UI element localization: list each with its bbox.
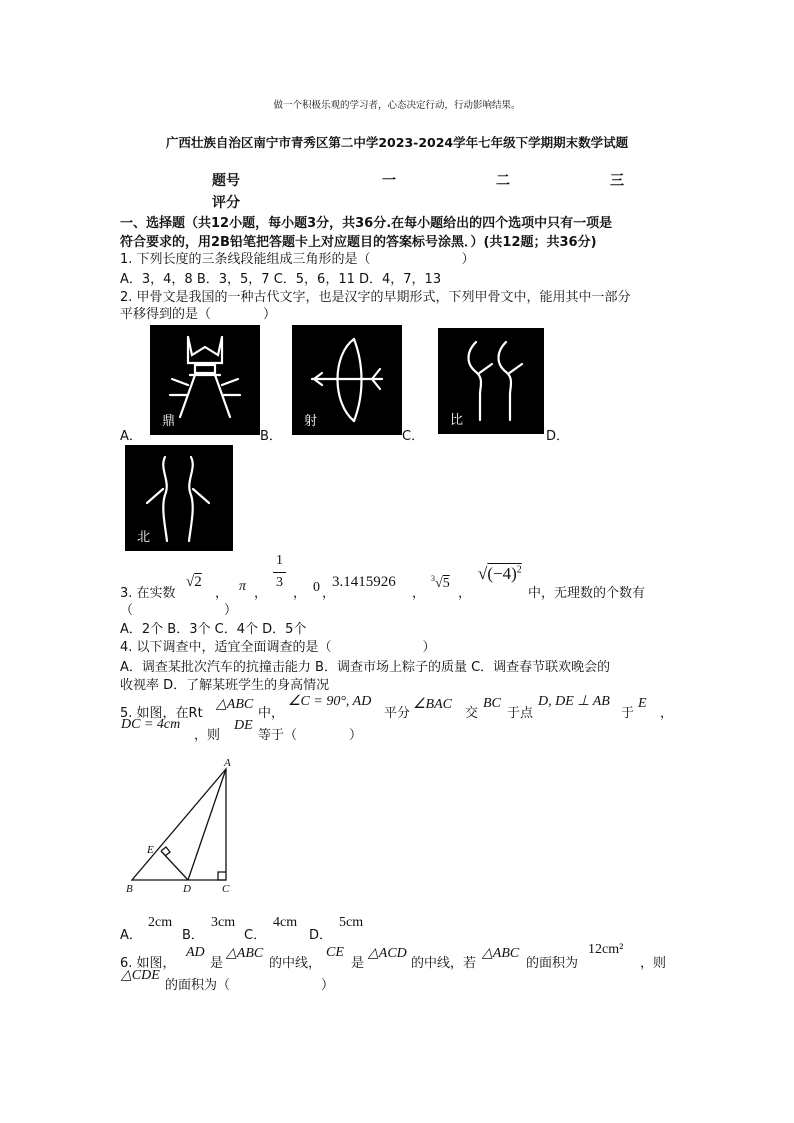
glyph-label-bi: 比 — [450, 413, 464, 428]
q5-triangle-abc: △ABC — [216, 697, 254, 712]
q6-part-4: 是 — [351, 956, 365, 971]
oracle-ding-image — [150, 325, 260, 435]
q3-decimal: 3.1415926 — [332, 574, 396, 590]
motto: 做一个积极乐观的学习者，心态决定行动，行动影响结果。 — [273, 100, 521, 111]
oracle-bei-image — [125, 445, 233, 551]
q5-dc-length: DC = 4cm — [121, 717, 181, 732]
q6-segment-ad: AD — [186, 945, 205, 960]
q3-suffix: 中，无理数的个数有 — [528, 586, 646, 601]
q1-stem: 1. 下列长度的三条线段能组成三角形的是（ ） — [120, 252, 475, 267]
q6-part-8: 的面积为（ ） — [165, 978, 335, 993]
q5-point-e: E — [638, 696, 647, 711]
q6-area-value: 12cm² — [588, 942, 624, 957]
q5-part-1: 5. 如图，在Rt — [120, 706, 203, 721]
q3-sep-5: ， — [412, 586, 426, 601]
exam-title: 广西壮族自治区南宁市青秀区第二中学2023-2024学年七年级下学期期末数学试题 — [165, 135, 629, 150]
q5-option-b-value: 3cm — [211, 915, 236, 930]
q6-triangle-abc: △ABC — [226, 946, 264, 961]
q6-triangle-cde: △CDE — [121, 968, 160, 983]
q6-segment-ce: CE — [326, 945, 344, 960]
q3-sep-2: ， — [254, 586, 268, 601]
q3-options: A．2个 B．3个 C．4个 D．5个 — [120, 622, 307, 637]
q5-option-c-letter: C． — [244, 928, 267, 943]
section1-line1: 一、选择题（共12小题，每小题3分，共36分.在每小题给出的四个选项中只有一项是 — [120, 216, 613, 231]
q5-segment-bc: BC — [483, 696, 501, 711]
q6-part-6: 的面积为 — [526, 956, 579, 971]
score-table-col-3: 三 — [610, 173, 624, 189]
q3-sqrt-square-exponent: 2 — [516, 564, 522, 576]
score-table-row2-label: 评分 — [212, 195, 240, 211]
glyph-label-she: 射 — [304, 414, 318, 429]
q6-part-2: 是 — [210, 956, 224, 971]
q4-stem: 4. 以下调查中，适宜全面调查的是（ ） — [120, 640, 436, 655]
q5-label-c: C — [222, 883, 230, 895]
q3-cbrt-radicand: 5 — [442, 576, 450, 591]
score-table-col-2: 二 — [496, 173, 510, 189]
q3-sqrt-square-radicand — [487, 564, 521, 583]
q6-triangle-acd: △ACD — [368, 946, 407, 961]
q2-option-b: B． — [260, 429, 282, 444]
q3-sep-1: ， — [215, 586, 229, 601]
q3-sep-4: ， — [322, 586, 336, 601]
q6-triangle-abc-2: △ABC — [482, 946, 520, 961]
q5-segment-de: DE — [234, 718, 253, 733]
q3-cbrt: √5 — [435, 576, 450, 591]
q6-part-3: 的中线， — [269, 956, 322, 971]
q5-label-d: D — [183, 883, 191, 895]
q2-stem-line2: 平移得到的是（ ） — [120, 307, 277, 322]
q2-option-c: C． — [402, 429, 425, 444]
q5-option-d-letter: D． — [309, 928, 333, 943]
q5-label-e: E — [147, 844, 154, 856]
q3-sqrt-square: $√(-4)^2$ — [478, 564, 522, 583]
q4-options-line1: A．调查某批次汽车的抗撞击能力 B．调查市场上粽子的质量 C．调查春节联欢晚会的 — [120, 660, 611, 675]
q5-part-3: 平分 — [384, 706, 411, 721]
q5-option-c-value: 4cm — [273, 915, 298, 930]
q5-part-6: 于 — [621, 706, 635, 721]
q5-label-a: A — [224, 757, 231, 769]
q3-sqrt2: √2 — [186, 574, 202, 590]
q2-stem-line1: 2. 甲骨文是我国的一种古代文字，也是汉字的早期形式，下列甲骨文中，能用其中一部分 — [120, 290, 631, 305]
q3-sep-3: ， — [293, 586, 307, 601]
q5-d-de-perp: D, DE ⊥ AB — [538, 694, 610, 709]
q1-options: A．3，4，8 B．3，5，7 C．5，6，11 D．4，7，13 — [120, 272, 442, 287]
q3-prefix: 3. 在实数 — [120, 586, 176, 601]
q2-option-a: A． — [120, 429, 142, 444]
q3-fraction-bar — [273, 572, 286, 573]
section1-line2: 符合要求的，用2B铅笔把答题卡上对应题目的答案标号涂黑．）(共12题；共36分) — [120, 235, 597, 250]
glyph-label-bei: 北 — [137, 530, 151, 545]
q3-sep-6: ， — [458, 586, 472, 601]
q5-angle-bac: ∠BAC — [413, 697, 452, 712]
score-table-col-1: 一 — [382, 173, 396, 189]
q3-sqrt-square-base: (−4) — [487, 564, 517, 583]
q5-part-9: 等于（ ） — [258, 728, 363, 743]
q3-sqrt2-radicand: 2 — [194, 574, 202, 590]
score-table-row1-label: 题号 — [212, 173, 240, 189]
q5-triangle-figure — [118, 755, 248, 897]
q5-part-4: 交 — [465, 706, 479, 721]
q5-part-5: 于点 — [507, 706, 534, 721]
q5-option-b-letter: B． — [182, 928, 204, 943]
oracle-she-image — [292, 325, 402, 435]
q2-option-d: D． — [546, 429, 570, 444]
q5-option-a-letter: A． — [120, 928, 142, 943]
q5-part-7: ， — [660, 706, 674, 721]
q6-part-1: 6. 如图， — [120, 956, 176, 971]
q5-angle-c: ∠C = 90°, AD — [288, 694, 372, 709]
q5-label-b: B — [126, 883, 133, 895]
q6-part-7: ，则 — [640, 956, 667, 971]
q3-pi: π — [239, 579, 247, 594]
q5-option-d-value: 5cm — [339, 915, 364, 930]
oracle-bi-image — [438, 328, 544, 434]
q3-blank: （ ） — [120, 603, 238, 618]
glyph-label-ding: 鼎 — [162, 414, 176, 429]
q6-part-5: 的中线，若 — [411, 956, 477, 971]
q5-part-2: 中， — [258, 706, 285, 721]
q3-zero: 0 — [313, 580, 320, 595]
q3-cbrt-index: 3 — [431, 574, 435, 583]
q5-option-a-value: 2cm — [148, 915, 173, 930]
q3-frac-denominator: 3 — [276, 575, 283, 590]
q3-frac-numerator: 1 — [276, 553, 283, 568]
q4-options-line2: 收视率 D．了解某班学生的身高情况 — [120, 678, 330, 693]
q5-part-8: ，则 — [194, 728, 221, 743]
